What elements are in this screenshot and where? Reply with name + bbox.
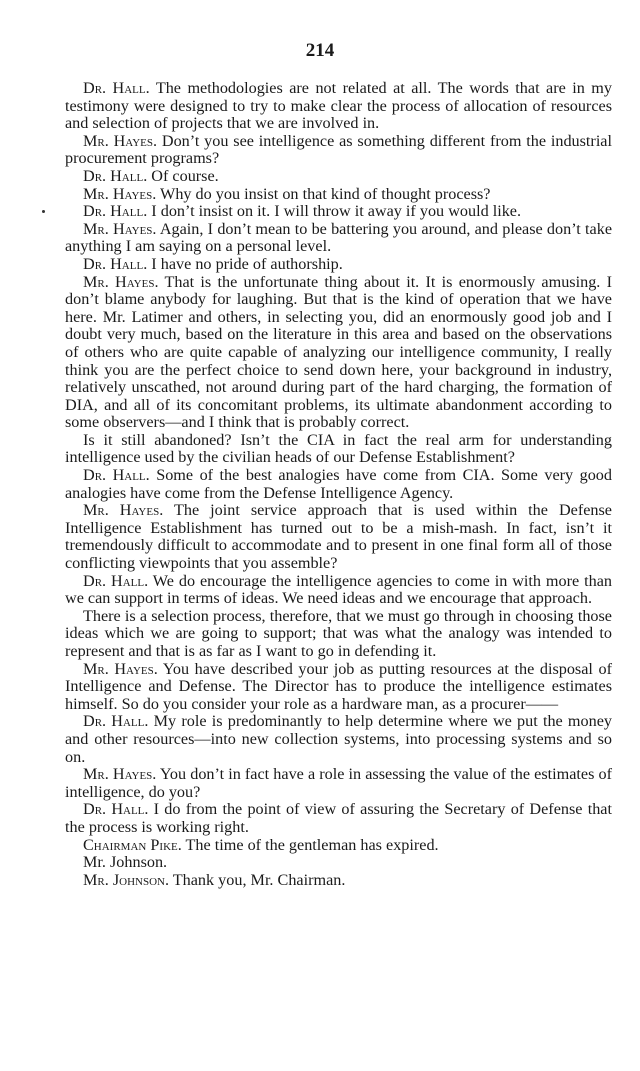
- speaker-name: Chairman Pike.: [83, 835, 182, 854]
- speaker-name: Dr. Hall.: [83, 712, 149, 731]
- paragraph: [65, 133, 612, 168]
- speaker-name: Mr. Hayes.: [83, 219, 157, 238]
- speaker-name: Dr. Hall.: [83, 800, 149, 819]
- paragraph: [65, 467, 612, 502]
- paragraph: [65, 661, 612, 714]
- speaker-name: Mr. Hayes.: [83, 765, 157, 784]
- paragraph: [65, 608, 612, 661]
- paragraph: [65, 432, 612, 467]
- paragraph: [65, 274, 612, 432]
- speaker-name: Mr. Hayes.: [83, 272, 159, 291]
- paragraph-text: Of course.: [147, 166, 219, 185]
- speaker-name: Dr. Hall.: [83, 254, 148, 273]
- speaker-name: Mr. Hayes.: [83, 184, 157, 203]
- paragraph-text: Some of the best analogies have come from CIA. Some very good analogies have come from the Defense Intelligence Agency.: [65, 466, 612, 502]
- paragraph: [65, 854, 612, 872]
- paragraph-text: Again, I don’t mean to be battering you around, and please don’t take anything I am saying on a personal level.: [65, 219, 613, 256]
- transcript-body: [65, 80, 612, 889]
- paragraph: [65, 766, 612, 801]
- paragraph: [65, 837, 612, 855]
- speaker-name: Dr. Hall.: [83, 466, 150, 485]
- paragraph: [65, 186, 612, 204]
- page-number: 214: [305, 40, 335, 61]
- speaker-name: Dr. Hall.: [83, 79, 150, 97]
- paragraph-text: I do from the point of view of assuring the Secretary of Defense that the process is working right.: [65, 800, 612, 836]
- paragraph: [65, 221, 612, 256]
- paragraph-text: You have described your job as putting resources at the disposal of Intelligence and Defense. The Director has to produce the intelligence estimates himself. So do you consider your role as a hardware man, as a procurer——: [65, 659, 612, 713]
- paragraph: [65, 256, 612, 274]
- speaker-name: Dr. Hall.: [83, 571, 149, 590]
- speaker-name: Mr. Hayes.: [83, 501, 164, 520]
- paragraph-text: My role is predominantly to help determine where we put the money and other resources—into new collection systems, into processing systems and so on.: [65, 712, 612, 766]
- paragraph-text: Don’t you see intelligence as something different from the industrial procurement programs?: [65, 131, 612, 168]
- paragraph-text: Mr. Johnson.: [83, 853, 168, 872]
- paragraph: [65, 713, 612, 766]
- paragraph-text: Thank you, Mr. Chairman.: [169, 870, 346, 889]
- speaker-name: Dr. Hall.: [83, 202, 148, 221]
- paragraph-text: You don’t in fact have a role in assessing the value of the estimates of intelligence, do you?: [65, 765, 612, 801]
- paragraph-text: The joint service approach that is used within the Defense Intelligence Establishment has turned out to be a mish-mash. In fact, isn’t it tremendously difficult to accommodate and to present in one final form all of those conflicting viewpoints that you assemble?: [65, 501, 612, 573]
- paragraph-text: That is the unfortunate thing about it. It is enormously amusing. I don’t blame anybody for laughing. But that is the kind of operation that we have here. Mr. Latimer and others, in selecting you, did an enormously good job and I doubt very much, based on the literature in this area and based on the observations of others who are quite capable of analyzing our intelligence community, I really think you are the perfect choice to send down here, your background in industry, relatively unscathed, not around during part of the hard charging, the formation of DIA, and all of its concomitant problems, its ultimate abandonment according to some observers—and I think that is probably correct.: [65, 272, 612, 432]
- paragraph-text: I have no pride of authorship.: [147, 254, 343, 273]
- paragraph: [65, 573, 612, 608]
- paragraph: [65, 872, 612, 890]
- speaker-name: Mr. Hayes.: [83, 659, 158, 678]
- paragraph-text: I don’t insist on it. I will throw it away if you would like.: [147, 202, 522, 221]
- paragraph: [65, 203, 612, 221]
- paragraph: [65, 801, 612, 836]
- paragraph: [65, 80, 612, 133]
- paragraph-text: Why do you insist on that kind of thought process?: [156, 184, 491, 203]
- paragraph-text: The methodologies are not related at all. The words that are in my testimony were designed to try to make clear the process of allocation of resources and selection of projects that we are involved in.: [65, 79, 612, 133]
- margin-mark: [42, 210, 45, 213]
- speaker-name: Mr. Johnson.: [83, 870, 170, 889]
- paragraph: [65, 502, 612, 572]
- paragraph-text: There is a selection process, therefore, that we must go through in choosing those ideas which we are going to support; that was what the analogy was intended to represent and that is as far as I want to go in defending it.: [65, 606, 612, 660]
- paragraph-text: The time of the gentleman has expired.: [181, 835, 439, 854]
- paragraph-text: Is it still abandoned? Isn’t the CIA in fact the real arm for understanding intelligence used by the civilian heads of our Defense Establishment?: [65, 430, 612, 467]
- speaker-name: Mr. Hayes.: [83, 131, 158, 150]
- speaker-name: Dr. Hall.: [83, 166, 148, 185]
- paragraph: [65, 168, 612, 186]
- paragraph-text: We do encourage the intelligence agencies to come in with more than we can support in terms of ideas. We need ideas and we encourage that approach.: [65, 571, 612, 608]
